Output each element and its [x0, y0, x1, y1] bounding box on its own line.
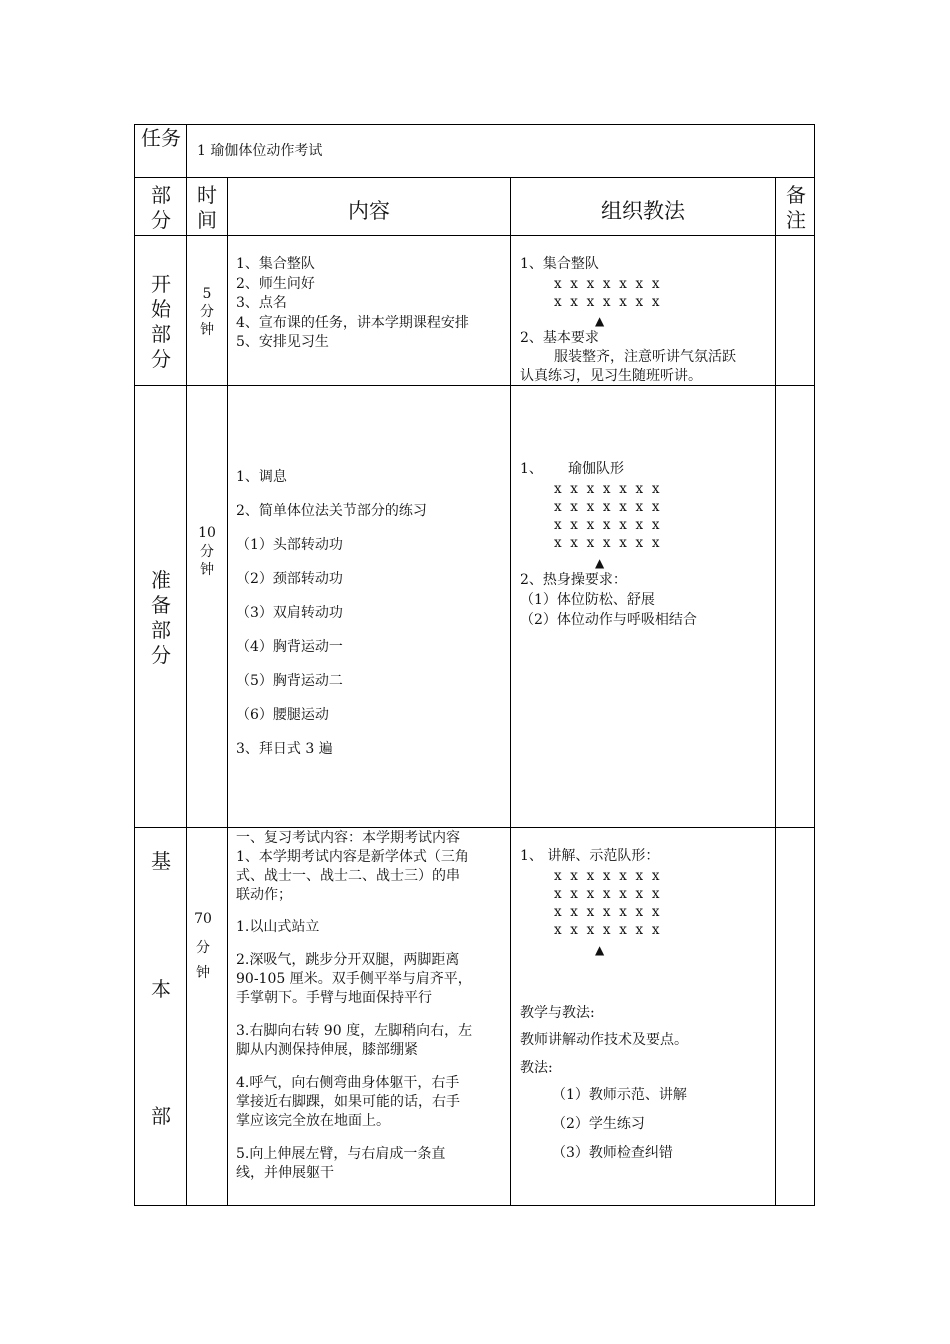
row-divider	[134, 235, 815, 236]
list-item: （4）胸背运动一	[236, 639, 343, 655]
content-line: 联动作；	[236, 887, 292, 903]
content-line: 脚从内测保持伸展，膝部绷紧	[236, 1042, 418, 1058]
col-divider	[510, 177, 511, 1206]
header-time: 时间	[197, 183, 217, 232]
header-part: 部分	[151, 183, 171, 232]
list-item: 3、拜日式 3 遍	[236, 741, 333, 757]
time-prep-unit: 分钟	[200, 544, 214, 578]
teacher-marker-icon: ▲	[595, 943, 605, 957]
method-line: 教学与教法:	[520, 1005, 595, 1021]
method-line: （1）教师示范、讲解	[552, 1087, 687, 1103]
teacher-marker-icon: ▲	[595, 556, 605, 570]
content-line: 1.以山式站立	[236, 919, 320, 935]
method-line: 2、热身操要求：	[520, 572, 627, 588]
start-content	[236, 255, 508, 353]
formation-row: x x x x x x x	[554, 886, 662, 902]
list-item: 4、宣布课的任务，讲本学期课程安排	[236, 314, 469, 331]
method-line: 1、集合整队	[520, 256, 599, 272]
prep-method	[520, 460, 770, 640]
method-line: 瑜伽队形	[568, 461, 624, 477]
task-value: 1 瑜伽体位动作考试	[197, 143, 323, 159]
method-line: 1、	[520, 461, 543, 477]
formation-row: x x x x x x x	[554, 517, 662, 533]
formation-row: x x x x x x x	[554, 294, 662, 310]
list-item: 1、调息	[236, 469, 287, 485]
formation-row: x x x x x x x	[554, 868, 662, 884]
method-line: 1、 讲解、示范队形：	[520, 848, 660, 864]
list-item: （3）双肩转动功	[236, 605, 343, 621]
time-start-num: 5	[202, 286, 212, 302]
header-method: 组织教法	[601, 199, 685, 223]
list-item: 1、集合整队	[236, 256, 315, 272]
list-item: （5）胸背运动二	[236, 673, 343, 689]
list-item: （1）头部转动功	[236, 537, 343, 553]
header-notes: 备注	[786, 183, 806, 232]
content-line: 5.向上伸展左臂，与右肩成一条直	[236, 1146, 446, 1162]
method-line: 服装整齐，注意听讲气氛活跃	[554, 349, 736, 365]
row-divider	[134, 827, 815, 828]
list-item: （6）腰腿运动	[236, 707, 329, 723]
content-line: 4.呼气，向右侧弯曲身体躯干，右手	[236, 1075, 460, 1091]
content-line: 1、本学期考试内容是新学体式（三角	[236, 849, 469, 865]
table-border-left	[134, 124, 135, 1206]
list-item: 3、点名	[236, 295, 287, 311]
time-prep-num: 10	[198, 525, 216, 541]
time-start-unit: 分钟	[200, 304, 214, 338]
start-method	[520, 255, 770, 385]
teacher-marker-icon: ▲	[595, 314, 605, 328]
content-line: 一、复习考试内容：本学期考试内容	[236, 830, 460, 846]
part-prep: 准备部分	[151, 568, 171, 667]
content-line: 掌应该完全放在地面上。	[236, 1113, 390, 1129]
header-content: 内容	[348, 199, 390, 223]
method-line: 认真练习，见习生随班听讲。	[520, 368, 702, 384]
row-divider	[134, 177, 815, 178]
col-divider	[227, 177, 228, 1206]
method-line: （2）体位动作与呼吸相结合	[520, 612, 697, 628]
list-item: 2、师生问好	[236, 275, 315, 292]
part-start: 开始部分	[151, 272, 171, 371]
formation-row: x x x x x x x	[554, 276, 662, 292]
method-line: （2）学生练习	[552, 1116, 645, 1132]
task-label: 任务	[141, 126, 181, 150]
method-line: （3）教师检查纠错	[552, 1145, 673, 1161]
formation-row: x x x x x x x	[554, 904, 662, 920]
formation-row: x x x x x x x	[554, 535, 662, 551]
content-line: 线，并伸展躯干	[236, 1165, 334, 1181]
content-line: 手掌朝下。手臂与地面保持平行	[236, 990, 432, 1006]
part-basic-2: 本	[151, 977, 171, 1001]
content-line: 式、战士一、战士二、战士三）的串	[236, 868, 460, 884]
content-line: 3.右脚向右转 90 度，左脚稍向右，左	[236, 1023, 473, 1039]
table-border-top	[134, 124, 815, 125]
table-border-bottom	[134, 1205, 815, 1206]
method-line: （1）体位防松、舒展	[520, 592, 655, 608]
formation-row: x x x x x x x	[554, 481, 662, 497]
col-divider	[775, 177, 776, 1206]
list-item: （2）颈部转动功	[236, 571, 343, 587]
part-basic-1: 基	[151, 849, 171, 873]
method-line: 2、基本要求	[520, 330, 599, 346]
part-basic-3: 部	[151, 1104, 171, 1128]
time-basic-num: 70	[194, 911, 212, 927]
time-basic-unit-2: 钟	[196, 965, 210, 981]
table-border-right	[814, 124, 815, 1206]
formation-row: x x x x x x x	[554, 499, 662, 515]
formation-row: x x x x x x x	[554, 922, 662, 938]
content-line: 掌接近右脚踝，如果可能的话，右手	[236, 1094, 460, 1110]
time-basic-unit-1: 分	[196, 940, 210, 956]
content-line: 90-105 厘米。双手侧平举与肩齐平，	[236, 971, 472, 987]
content-line: 2.深吸气，跳步分开双腿，两脚距离	[236, 952, 460, 968]
list-item: 2、简单体位法关节部分的练习	[236, 503, 427, 519]
basic-method	[520, 847, 770, 1177]
list-item: 5、安排见习生	[236, 334, 329, 350]
row-divider	[134, 385, 815, 386]
method-line: 教法:	[520, 1060, 553, 1076]
method-line: 教师讲解动作技术及要点。	[520, 1032, 688, 1048]
